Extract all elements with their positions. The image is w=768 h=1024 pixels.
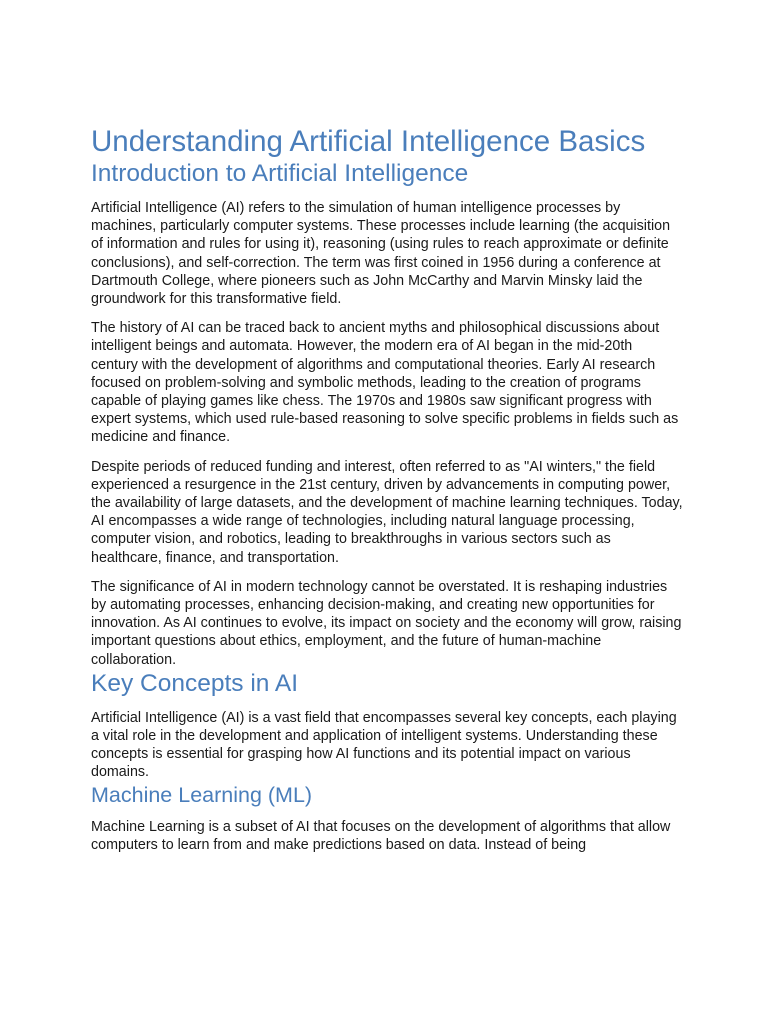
intro-paragraph-3: Despite periods of reduced funding and interest, often referred to as "AI winters," the field experienced a resurgence in the 21st century, driven by advancements in computing power, the availability of large datasets, and the development of machine learning techniques. Today, AI encompasses a wide range of technologies, including natural language processing, computer vision, and robotics, leading to breakthroughs in various sectors such as healthcare, finance, and transportation. <box>91 458 683 566</box>
intro-paragraph-4: The significance of AI in modern technology cannot be overstated. It is reshaping industries by automating processes, enhancing decision-making, and creating new opportunities for innovation. As AI continues to evolve, its impact on society and the economy will grow, raising important questions about ethics, employment, and the future of human-machine collaboration. <box>91 578 682 668</box>
document-page <box>91 124 683 854</box>
section-heading-introduction: Introduction to Artificial Intelligence <box>91 160 469 187</box>
subsection-heading-machine-learning: Machine Learning (ML) <box>91 782 313 807</box>
intro-paragraph-2: The history of AI can be traced back to ancient myths and philosophical discussions about intelligent beings and automata. However, the modern era of AI began in the mid-20th century with the development of algorithms and computational theories. Early AI research focused on problem-solving and symbolic methods, leading to the creation of programs capable of playing games like chess. The 1970s and 1980s saw significant progress with expert systems, which used rule-based reasoning to solve specific problems in fields such as medicine and finance. <box>91 320 679 446</box>
machine-learning-paragraph-1: Machine Learning is a subset of AI that focuses on the development of algorithms that allow computers to learn from and make predictions based on data. Instead of being <box>91 818 671 853</box>
key-concepts-paragraph-1: Artificial Intelligence (AI) is a vast field that encompasses several key concepts, each playing a vital role in the development and application of intelligent systems. Understanding these concepts is essential for grasping how AI functions and its potential impact on various domains. <box>91 709 677 781</box>
document-title: Understanding Artificial Intelligence Basics <box>91 125 646 158</box>
intro-paragraph-1: Artificial Intelligence (AI) refers to the simulation of human intelligence processes by machines, particularly computer systems. These processes include learning (the acquisition of information and rules for using it), reasoning (using rules to reach approximate or definite conclusions), and self-correction. The term was first coined in 1956 during a conference at Dartmouth College, where pioneers such as John McCarthy and Marvin Minsky laid the groundwork for this transformative field. <box>91 200 671 308</box>
section-heading-key-concepts: Key Concepts in AI <box>91 669 299 697</box>
